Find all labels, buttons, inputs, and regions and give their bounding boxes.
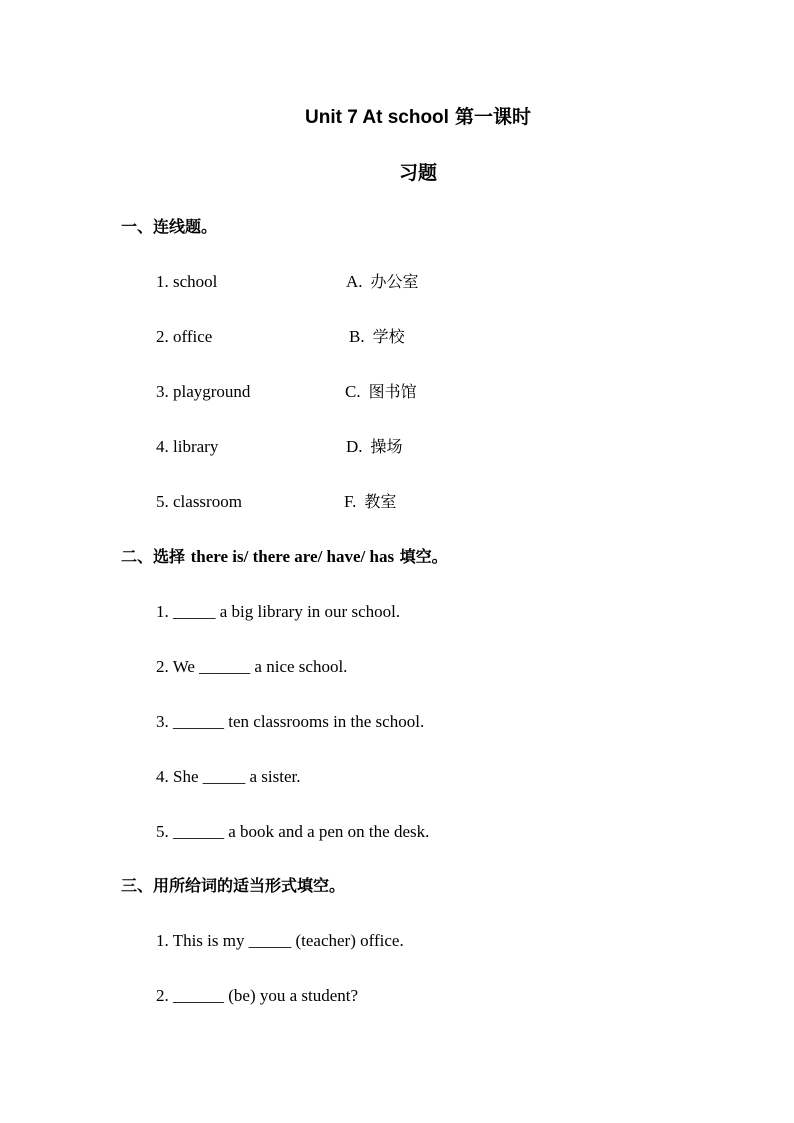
match-right-item-a xyxy=(346,270,419,294)
fill-blank-item: 5. ______ a book and a pen on the desk. xyxy=(156,822,430,841)
fill-blank-item: 3. ______ ten classrooms in the school. xyxy=(156,712,425,731)
section2-heading-words: there is/ there are/ have/ has xyxy=(190,547,395,566)
match-right-text: 学校 xyxy=(372,327,405,346)
fill-blank-item: 4. She _____ a sister. xyxy=(156,767,301,786)
fill-blank-item: 1. _____ a big library in our school. xyxy=(156,602,401,621)
match-right-text: 教室 xyxy=(364,492,397,511)
section3-heading: 三、用所给词的适当形式填空。 xyxy=(121,876,346,895)
match-right-item-c xyxy=(345,380,417,404)
title-english: Unit 7 At school xyxy=(305,107,449,128)
fill-blank-item: 2. We ______ a nice school. xyxy=(156,657,348,676)
title-chinese: 第一课时 xyxy=(454,107,531,128)
section2-heading-suffix: 填空。 xyxy=(394,547,448,566)
word-form-item: 2. ______ (be) you a student? xyxy=(156,986,359,1005)
match-right-text: 办公室 xyxy=(370,272,419,291)
match-right-text: 图书馆 xyxy=(368,382,417,401)
match-right-letter: C. xyxy=(345,382,361,401)
section1-heading: 一、连线题。 xyxy=(121,217,218,236)
match-right-letter: A. xyxy=(346,272,363,291)
match-left-item-2: 2. office xyxy=(156,327,213,346)
section2-heading xyxy=(121,545,448,569)
match-right-item-b xyxy=(349,325,405,349)
section2-heading-prefix: 二、选择 xyxy=(121,547,191,566)
match-right-letter: F. xyxy=(344,492,357,511)
page-title xyxy=(0,105,794,131)
match-right-letter: B. xyxy=(349,327,365,346)
match-left-item-3: 3. playground xyxy=(156,382,251,401)
match-right-item-d xyxy=(346,435,403,459)
word-form-item: 1. This is my _____ (teacher) office. xyxy=(156,931,404,950)
match-left-item-1: 1. school xyxy=(156,272,218,291)
match-right-text: 操场 xyxy=(370,437,403,456)
page-subtitle: 习题 xyxy=(398,162,437,184)
match-right-item-f xyxy=(344,490,396,514)
match-left-item-4: 4. library xyxy=(156,437,219,456)
match-right-letter: D. xyxy=(346,437,363,456)
match-left-item-5: 5. classroom xyxy=(156,492,242,511)
